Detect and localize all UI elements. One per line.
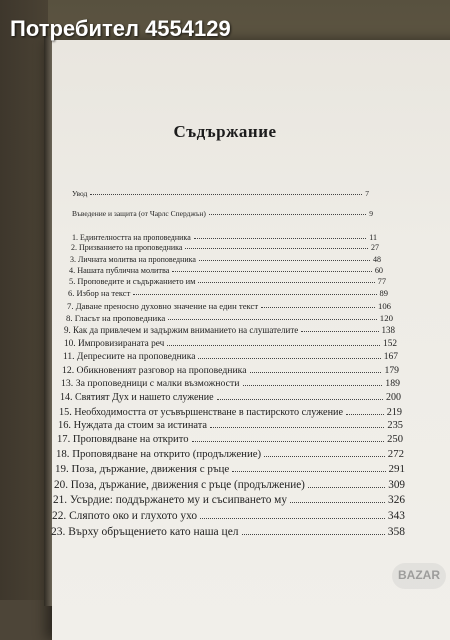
toc-entry-label: 12. Обикновеният разговор на проповедника bbox=[62, 365, 247, 376]
toc-entry bbox=[58, 417, 403, 431]
toc-leader-dots bbox=[198, 281, 374, 283]
toc-leader-dots bbox=[250, 371, 382, 373]
toc-leader-dots bbox=[261, 306, 375, 308]
toc-entry bbox=[56, 446, 404, 460]
toc-entry bbox=[64, 335, 397, 349]
toc-leader-dots bbox=[308, 486, 385, 488]
toc-entry bbox=[64, 321, 395, 335]
toc-entry-label: 10. Импровизираната реч bbox=[64, 339, 165, 349]
toc-entry-label: 7. Даване преносно духовно значение на един текст bbox=[67, 301, 259, 311]
toc-entry bbox=[61, 375, 400, 389]
toc-leader-dots bbox=[133, 293, 376, 295]
toc-entry bbox=[57, 431, 403, 445]
toc-leader-dots bbox=[290, 501, 385, 503]
toc-leader-dots bbox=[243, 384, 383, 386]
toc-entry bbox=[59, 404, 402, 418]
toc-entry-label: 18. Проповядване на открито (продължение) bbox=[56, 448, 262, 460]
toc-entry-label: 19. Поза, държание, движения с ръце bbox=[55, 463, 230, 475]
toc-entry bbox=[53, 492, 405, 506]
toc-leader-dots bbox=[301, 330, 378, 332]
toc-leader-dots bbox=[90, 193, 362, 195]
toc-entry-page: 291 bbox=[388, 463, 405, 475]
toc-entry-label: 2. Призванието на проповедника bbox=[71, 243, 183, 252]
toc-leader-dots bbox=[209, 213, 366, 215]
toc-entry bbox=[54, 477, 405, 491]
toc-entry bbox=[62, 362, 399, 376]
toc-entry-page: 9 bbox=[369, 209, 373, 218]
toc-leader-dots bbox=[217, 398, 383, 400]
toc-leader-dots bbox=[210, 426, 384, 428]
toc-entry-page: 167 bbox=[383, 352, 398, 362]
toc-leader-dots bbox=[346, 413, 384, 415]
toc-entry bbox=[51, 524, 405, 538]
toc-entry-page: 48 bbox=[373, 255, 381, 264]
toc-leader-dots bbox=[185, 247, 368, 249]
user-watermark: Потребител 4554129 bbox=[10, 16, 231, 41]
toc-leader-dots bbox=[198, 357, 380, 359]
toc-entry-page: 272 bbox=[387, 448, 404, 460]
toc-entry-label: 11. Депресиите на проповедника bbox=[63, 352, 196, 362]
toc-entry-label: 20. Поза, държание, движения с ръце (продължение) bbox=[54, 479, 305, 491]
toc-leader-dots bbox=[200, 517, 385, 519]
toc-entry bbox=[60, 389, 401, 403]
toc-entry-label: 6. Избор на текст bbox=[68, 288, 131, 298]
toc-entry-page: 309 bbox=[388, 479, 405, 491]
toc-entry-page: 152 bbox=[383, 339, 397, 349]
toc-entry-page: 189 bbox=[385, 378, 400, 389]
toc-entry-page: 138 bbox=[381, 325, 395, 335]
toc-entry-page: 200 bbox=[386, 392, 401, 403]
toc-entry-page: 11 bbox=[369, 233, 377, 242]
toc-entry-page: 77 bbox=[377, 277, 386, 286]
toc-entry-page: 179 bbox=[384, 365, 399, 376]
bazar-logo: BAZAR bbox=[398, 568, 440, 582]
toc-entry-page: 120 bbox=[379, 313, 393, 323]
toc-leader-dots bbox=[232, 470, 385, 472]
toc-entry-label: 8. Гласът на проповедника bbox=[66, 313, 166, 323]
toc-entry-page: 343 bbox=[387, 510, 405, 522]
toc-entry-label: 13. За проповедници с малки възможности bbox=[61, 378, 240, 389]
toc-entry-page: 358 bbox=[387, 526, 405, 538]
toc-entry-page: 7 bbox=[365, 189, 369, 198]
toc-entry-label: Въведение и защита (от Чарлс Сперджън) bbox=[72, 209, 206, 218]
toc-leader-dots bbox=[192, 440, 385, 442]
toc-entry bbox=[63, 348, 398, 362]
toc-leader-dots bbox=[242, 533, 385, 535]
toc-leader-dots bbox=[168, 318, 377, 320]
toc-entry-label: 22. Сляпото око и глухото ухо bbox=[52, 510, 198, 522]
toc-entry-page: 250 bbox=[387, 434, 403, 445]
toc-entry bbox=[52, 508, 405, 522]
toc-entry bbox=[72, 184, 369, 198]
toc-entry-label: Увод bbox=[72, 189, 88, 198]
toc-entry-label: 16. Нуждата да стоим за истината bbox=[58, 420, 208, 431]
toc-entry-page: 27 bbox=[371, 243, 379, 252]
toc-entry-label: 17. Проповядване на открито bbox=[57, 434, 189, 445]
toc-entry-label: 15. Необходимостта от усъвършенстване в пастирското служение bbox=[59, 407, 344, 418]
toc-entry bbox=[72, 204, 373, 218]
toc-leader-dots bbox=[167, 344, 380, 346]
toc-entry-label: 4. Нашата публична молитва bbox=[69, 266, 170, 275]
toc-title: Съдържание bbox=[173, 122, 277, 141]
toc-leader-dots bbox=[264, 455, 385, 457]
toc-entry-label: 3. Личната молитва на проповедника bbox=[70, 255, 196, 264]
toc-entry bbox=[55, 461, 405, 475]
toc-entry-page: 89 bbox=[379, 288, 388, 298]
toc-entry-page: 235 bbox=[387, 420, 403, 431]
toc-entry-label: 23. Върху обръщението като наша цел bbox=[51, 526, 239, 538]
toc-entry bbox=[68, 284, 388, 298]
toc-entry-page: 219 bbox=[386, 407, 402, 418]
toc-entry-label: 9. Как да привлечем и задържим вниманието на слушателите bbox=[64, 325, 299, 335]
toc-entry-label: 21. Усърдие: поддържането му и съсипването му bbox=[53, 494, 287, 506]
toc-entry-label: 14. Святият Дух и нашето служение bbox=[60, 392, 214, 403]
toc-entry-page: 60 bbox=[374, 266, 383, 275]
toc-entry-label: 1. Единтелността на проповедника bbox=[72, 233, 191, 242]
toc-entry-page: 106 bbox=[377, 301, 391, 311]
toc-entry-page: 326 bbox=[388, 494, 405, 506]
toc-entry-label: 5. Проповедите и съдържанието им bbox=[69, 277, 196, 286]
